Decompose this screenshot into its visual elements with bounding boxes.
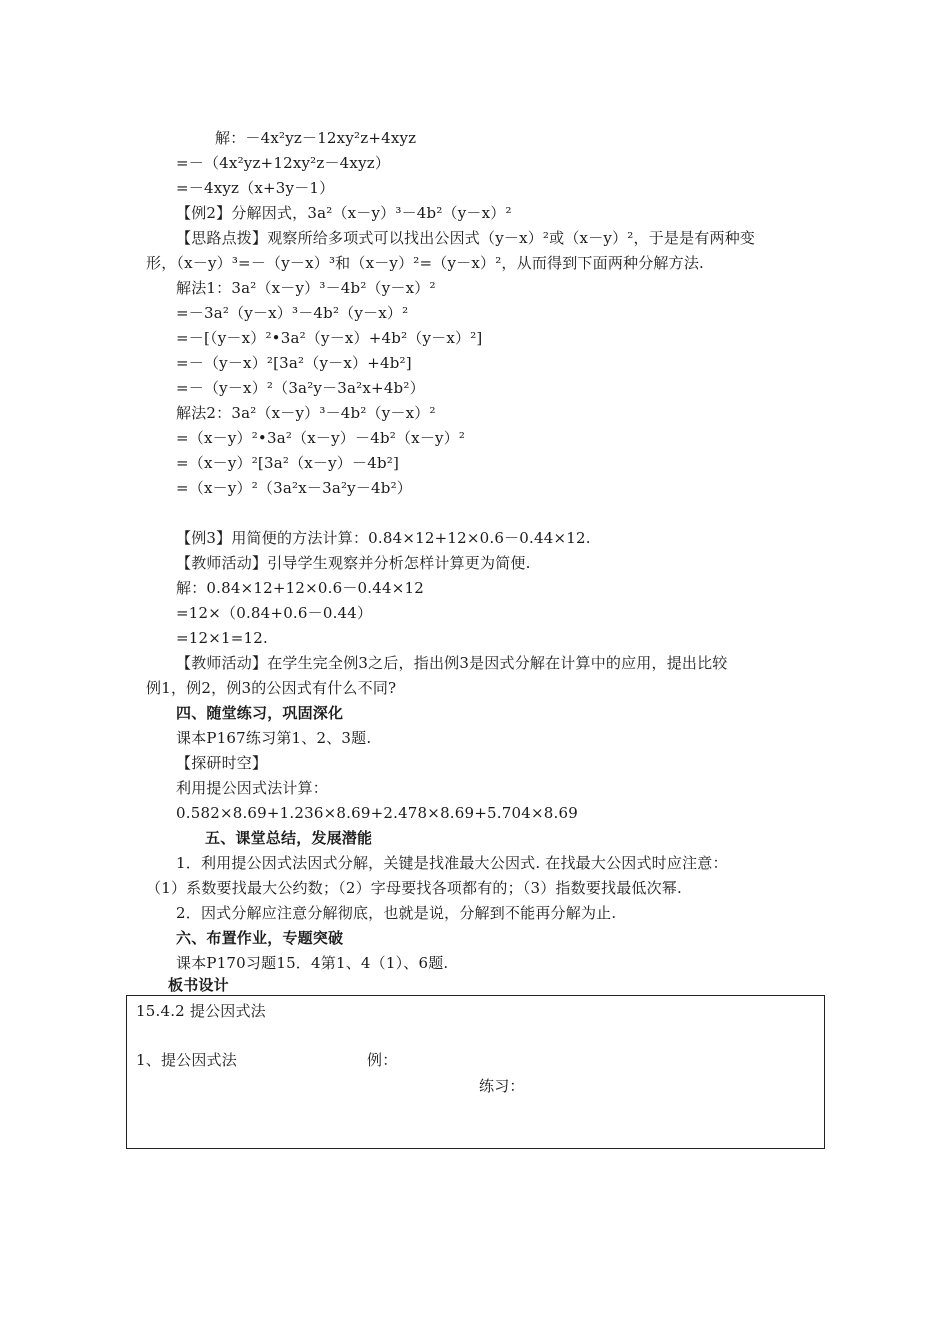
text-line: 课本P167练习第1、2、3题. — [176, 729, 372, 747]
text-line: =－[（y－x）²•3a²（y－x）+4b²（y－x）²] — [176, 329, 483, 347]
blackboard-design-box — [126, 995, 825, 1149]
text-line: 解法2：3a²（x－y）³－4b²（y－x）² — [176, 404, 436, 422]
text-line: 【例3】用简便的方法计算：0.84×12+12×0.6－0.44×12. — [176, 529, 591, 547]
text-line: =（x－y）²（3a²x－3a²y－4b²） — [176, 479, 413, 497]
text-line: 课本P170习题15．4第1、4（1）、6题. — [176, 954, 449, 972]
text-line: =（x－y）²[3a²（x－y）－4b²] — [176, 454, 400, 472]
section-heading: 六、布置作业，专题突破 — [176, 929, 344, 947]
text-line: =12×（0.84+0.6－0.44） — [176, 604, 373, 622]
text-line: 2．因式分解应注意分解彻底，也就是说，分解到不能再分解为止. — [176, 904, 617, 922]
text-line: 例1，例2，例3的公因式有什么不同? — [146, 679, 397, 697]
board-title: 15.4.2 提公因式法 — [136, 1002, 266, 1020]
text-line: =－（4x²yz+12xy²z－4xyz） — [176, 154, 391, 172]
text-line: 解：－4x²yz－12xy²z+4xyz — [215, 129, 417, 147]
text-line: =－3a²（y－x）³－4b²（y－x）² — [176, 304, 409, 322]
text-line: =－（y－x）²（3a²y－3a²x+4b²） — [176, 379, 425, 397]
text-line: =（x－y）²•3a²（x－y）－4b²（x－y）² — [176, 429, 466, 447]
text-line: 0.582×8.69+1.236×8.69+2.478×8.69+5.704×8.69 — [176, 804, 578, 822]
text-line: 解法1：3a²（x－y）³－4b²（y－x）² — [176, 279, 436, 297]
text-line: =－（y－x）²[3a²（y－x）+4b²] — [176, 354, 412, 372]
text-line: 【例2】分解因式，3a²（x－y）³－4b²（y－x）² — [176, 204, 512, 222]
text-line: 【教师活动】在学生完全例3之后，指出例3是因式分解在计算中的应用，提出比较 — [176, 654, 728, 672]
text-line: 1．利用提公因式法因式分解，关键是找准最大公因式. 在找最大公因式时应注意： — [176, 854, 728, 872]
text-line: =－4xyz（x+3y－1） — [176, 179, 335, 197]
section-heading: 五、课堂总结，发展潜能 — [205, 829, 373, 847]
text-line: 【思路点拨】观察所给多项式可以找出公因式（y－x）²或（x－y）²，于是是有两种变 — [176, 229, 756, 247]
text-line: 形，（x－y）³=－（y－x）³和（x－y）²=（y－x）²，从而得到下面两种分解方法. — [146, 254, 704, 272]
text-line: （1）系数要找最大公约数；（2）字母要找各项都有的；（3）指数要找最低次幂. — [146, 879, 683, 897]
text-line: =12×1=12. — [176, 629, 268, 647]
board-item-1: 1、提公因式法 — [136, 1051, 237, 1069]
text-line: 解：0.84×12+12×0.6－0.44×12 — [176, 579, 424, 597]
board-practice-label: 练习： — [479, 1077, 525, 1095]
text-line: 利用提公因式法计算： — [176, 779, 329, 797]
board-example-label: 例： — [367, 1051, 398, 1069]
section-heading: 板书设计 — [168, 976, 229, 994]
section-heading: 四、随堂练习，巩固深化 — [176, 704, 344, 722]
text-line: 【教师活动】引导学生观察并分析怎样计算更为简便. — [176, 554, 531, 572]
text-line: 【探研时空】 — [176, 754, 268, 772]
